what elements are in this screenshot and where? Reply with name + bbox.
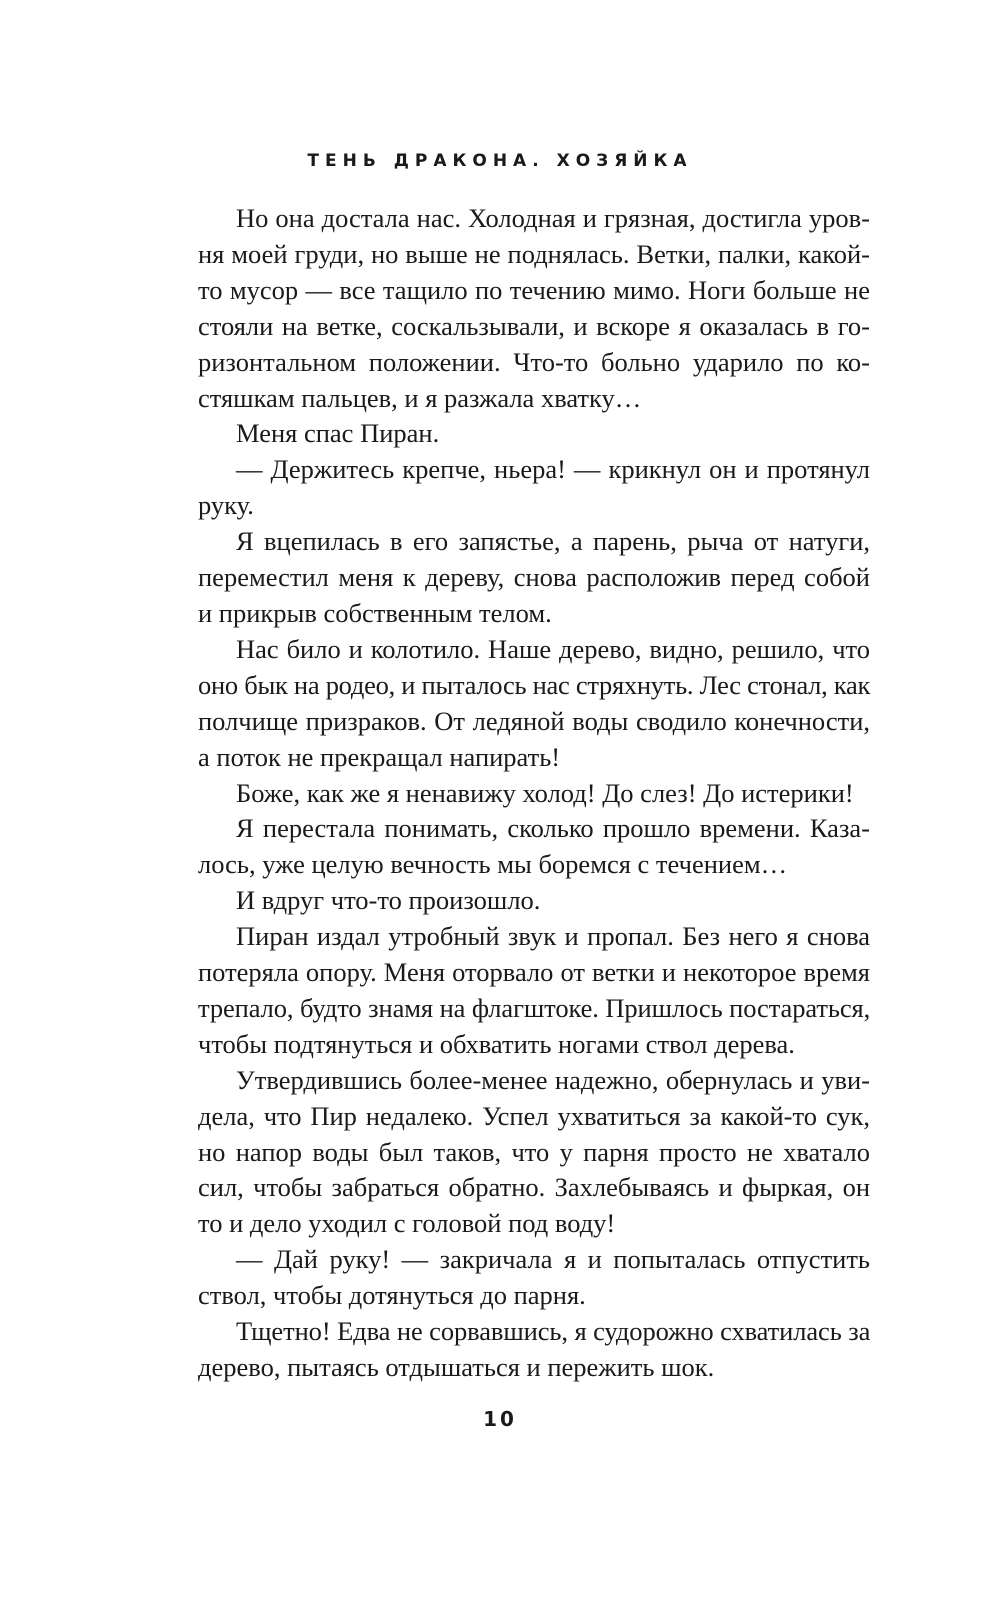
paragraph	[160, 452, 870, 524]
running-head: ТЕНЬ ДРАКОНА. ХОЗЯЙКА	[307, 151, 693, 171]
text-line: а поток не прекращал напирать!	[198, 741, 561, 772]
text-line: полчище призраков. От ледяной воды сводило конечности,	[198, 705, 870, 736]
text-line: Тщетно! Едва не сорвавшись, я судорожно схватилась за	[236, 1316, 871, 1347]
text-line: руку.	[198, 490, 254, 521]
text-line: сил, чтобы забраться обратно. Захлебываясь и фыркая, он	[198, 1172, 870, 1203]
body-text	[160, 201, 870, 1386]
text-line: И вдруг что-то произошло.	[236, 885, 541, 916]
paragraph	[160, 524, 870, 632]
paragraph	[160, 776, 870, 812]
text-line: но напор воды был таков, что у парня просто не хватало	[198, 1136, 870, 1167]
page-number: 10	[483, 1407, 517, 1431]
text-line: Пиран издал утробный звук и пропал. Без него я снова	[236, 921, 870, 952]
text-line: и прикрыв собственным телом.	[198, 597, 552, 628]
text-line: ня моей груди, но выше не поднялась. Ветки, палки, какой-	[198, 238, 870, 269]
text-line: лось, уже целую вечность мы боремся с течением…	[198, 849, 788, 880]
paragraph	[160, 811, 870, 883]
paragraph	[160, 201, 870, 416]
text-line: Нас било и колотило. Наше дерево, видно, решило, что	[236, 633, 870, 664]
text-line: Я перестала понимать, сколько прошло времени. Каза-	[236, 813, 870, 844]
text-line: трепало, будто знамя на флагштоке. Пришлось постараться,	[198, 992, 871, 1023]
text-line: то мусор — все тащило по течению мимо. Ноги больше не	[198, 274, 870, 305]
text-line: ризонтальном положении. Что-то больно ударило по ко-	[198, 346, 870, 377]
paragraph	[160, 1314, 870, 1386]
text-line: Я вцепилась в его запястье, а парень, рыча от натуги,	[236, 526, 870, 557]
text-line: Меня спас Пиран.	[236, 418, 440, 449]
paragraph	[160, 416, 870, 452]
text-line: потеряла опору. Меня оторвало от ветки и некоторое время	[198, 957, 870, 988]
paragraph	[160, 1242, 870, 1314]
text-line: ствол, чтобы дотянуться до парня.	[198, 1280, 586, 1311]
paragraph	[160, 1063, 870, 1243]
text-line: чтобы подтянуться и обхватить ногами ствол дерева.	[198, 1028, 795, 1059]
text-line: дерево, пытаясь отдышаться и пережить шок.	[198, 1352, 715, 1382]
text-line: Боже, как же я ненавижу холод! До слез! До истерики!	[236, 777, 854, 808]
text-line: Но она достала нас. Холодная и грязная, достигла уров-	[236, 203, 870, 233]
text-line: — Дай руку! — закричала я и попыталась отпустить	[236, 1244, 870, 1275]
text-line: переместил меня к дереву, снова расположив перед собой	[198, 562, 870, 593]
text-line: стояли на ветке, соскальзывали, и вскоре я оказалась в го-	[198, 310, 870, 341]
text-line: дела, что Пир недалеко. Успел ухватиться за какой-то сук,	[198, 1100, 870, 1131]
text-line: то и дело уходил с головой под воду!	[198, 1208, 616, 1239]
text-line: Утвердившись более-менее надежно, обернулась и уви-	[236, 1064, 870, 1095]
text-line: оно бык на родео, и пыталось нас стряхнуть. Лес стонал, как	[198, 669, 871, 700]
paragraph	[160, 919, 870, 1063]
text-line: стяшкам пальцев, и я разжала хватку…	[198, 382, 642, 413]
text-line: — Держитесь крепче, ньера! — крикнул он и протянул	[236, 454, 870, 485]
paragraph	[160, 632, 870, 776]
paragraph	[160, 883, 870, 919]
